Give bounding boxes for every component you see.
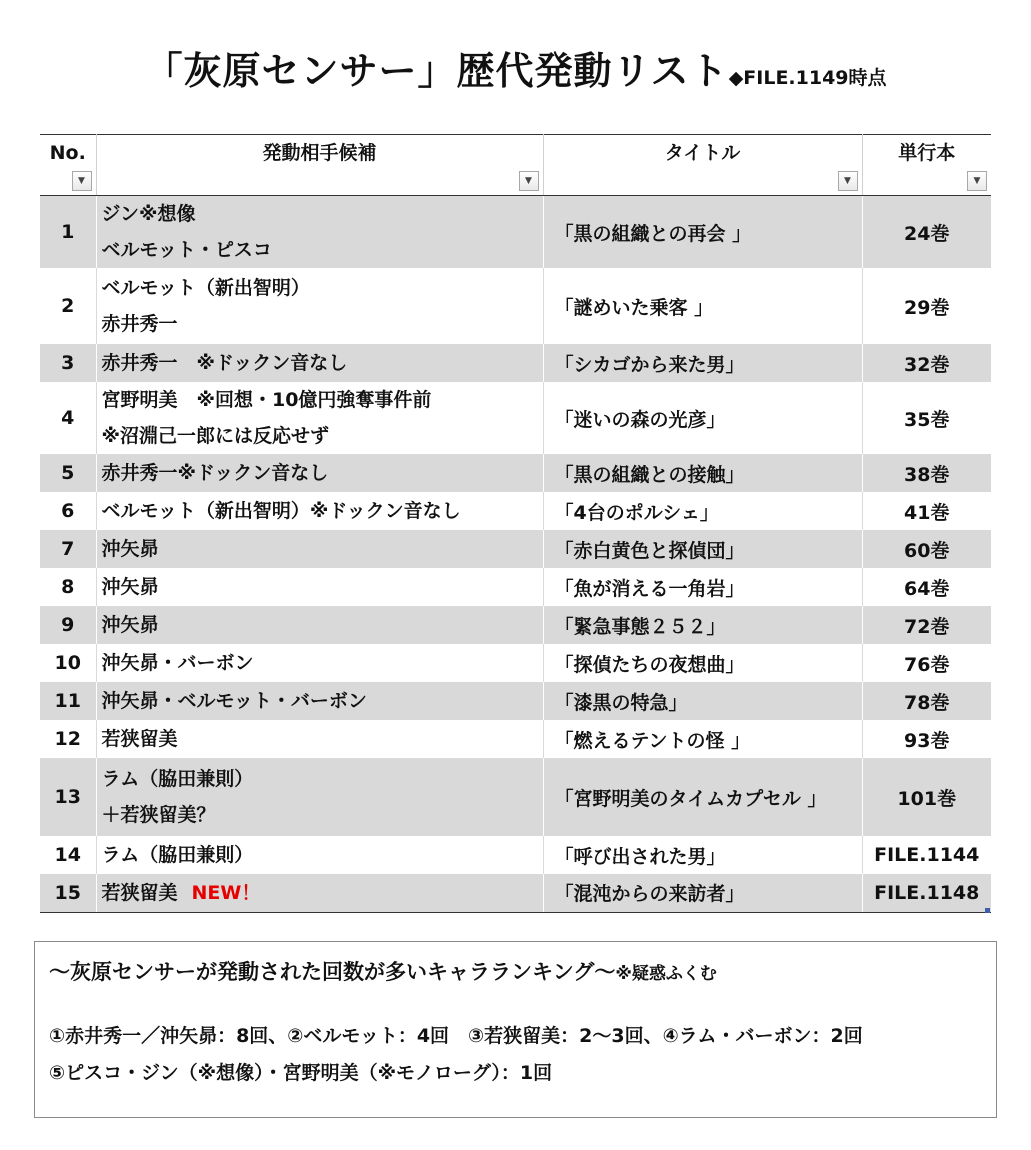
- table-row: [40, 454, 991, 492]
- table-row: [40, 196, 991, 269]
- cell-title: 「宮野明美のタイムカプセル 」: [543, 758, 862, 836]
- cell-candidate: [96, 682, 543, 720]
- cell-title: 「黒の組織との再会 」: [543, 196, 862, 269]
- table-row: [40, 836, 991, 874]
- cell-candidate: [96, 530, 543, 568]
- cell-volume: 32巻: [862, 344, 991, 382]
- column-header-candidate: [96, 135, 543, 196]
- cell-title: 「シカゴから来た男」: [543, 344, 862, 382]
- cell-no: 11: [40, 682, 96, 720]
- ranking-heading-note: ※疑惑ふくむ: [615, 964, 717, 984]
- cell-candidate: [96, 196, 543, 269]
- cell-no: 4: [40, 382, 96, 454]
- filter-dropdown-icon[interactable]: ▼: [967, 171, 987, 191]
- table-header-row: [40, 135, 991, 196]
- cell-volume: 24巻: [862, 196, 991, 269]
- column-header-no: [40, 135, 96, 196]
- cell-title: 「漆黒の特急」: [543, 682, 862, 720]
- candidate-text: 沖矢昴・バーボン: [101, 652, 254, 674]
- page-title: 「灰原センサー」歴代発動リスト: [144, 49, 729, 93]
- cell-volume: 38巻: [862, 454, 991, 492]
- candidate-line: [102, 418, 543, 454]
- table-resize-handle[interactable]: [985, 908, 990, 913]
- cell-candidate: [96, 454, 543, 492]
- candidate-text: ※沼淵己一郎には反応せず: [101, 425, 329, 447]
- cell-no: 2: [40, 268, 96, 344]
- ranking-box: [34, 941, 997, 1118]
- cell-candidate: [96, 268, 543, 344]
- cell-candidate: [96, 568, 543, 606]
- candidate-text: ラム（脇田兼則）: [101, 768, 254, 790]
- candidate-line: [102, 837, 543, 873]
- candidate-text: ベルモット（新出智明）※ドックン音なし: [101, 500, 461, 522]
- candidate-text: 赤井秀一 ※ドックン音なし: [101, 352, 348, 374]
- candidate-line: [102, 683, 543, 719]
- ranking-line: ⑤ピスコ・ジン（※想像）・宮野明美（※モノローグ）：1回: [49, 1062, 553, 1084]
- column-header-label: 発動相手候補: [262, 142, 377, 164]
- cell-no: 15: [40, 874, 96, 912]
- cell-title: 「混沌からの来訪者」: [543, 874, 862, 912]
- cell-volume: 64巻: [862, 568, 991, 606]
- candidate-text: 若狭留美: [101, 881, 178, 904]
- sensor-list-table: [40, 134, 991, 913]
- table-row: [40, 720, 991, 758]
- cell-volume: FILE.1144: [862, 836, 991, 874]
- cell-candidate: [96, 344, 543, 382]
- cell-candidate: [96, 720, 543, 758]
- column-header-title: [543, 135, 862, 196]
- table-row: [40, 530, 991, 568]
- cell-no: 3: [40, 344, 96, 382]
- filter-dropdown-icon[interactable]: ▼: [72, 171, 92, 191]
- candidate-line: [102, 721, 543, 757]
- candidate-text: 若狭留美: [101, 728, 178, 750]
- candidate-text: ジン※想像: [101, 203, 196, 225]
- cell-no: 6: [40, 492, 96, 530]
- cell-no: 14: [40, 836, 96, 874]
- column-header-label: 単行本: [898, 142, 956, 164]
- candidate-line: [102, 645, 543, 681]
- cell-no: 7: [40, 530, 96, 568]
- table-row: [40, 758, 991, 836]
- cell-volume: 76巻: [862, 644, 991, 682]
- candidate-line: [102, 493, 543, 529]
- candidate-text: ベルモット・ピスコ: [101, 239, 272, 261]
- cell-title: 「迷いの森の光彦」: [543, 382, 862, 454]
- candidate-line: [102, 382, 543, 418]
- ranking-line: ①赤井秀一／沖矢昴：8回、②ベルモット：4回 ③若狭留美：2～3回、④ラム・バーボン：2回: [49, 1025, 863, 1047]
- cell-candidate: [96, 758, 543, 836]
- cell-no: 12: [40, 720, 96, 758]
- table-body: [40, 196, 991, 913]
- cell-title: 「魚が消える一角岩」: [543, 568, 862, 606]
- cell-candidate: [96, 382, 543, 454]
- table-row: [40, 268, 991, 344]
- cell-title: 「呼び出された男」: [543, 836, 862, 874]
- cell-candidate: [96, 492, 543, 530]
- cell-volume: 60巻: [862, 530, 991, 568]
- cell-volume: 41巻: [862, 492, 991, 530]
- cell-title: 「赤白黄色と探偵団」: [543, 530, 862, 568]
- cell-volume: 72巻: [862, 606, 991, 644]
- cell-volume: FILE.1148: [862, 874, 991, 912]
- table-row: [40, 606, 991, 644]
- cell-no: 10: [40, 644, 96, 682]
- cell-no: 9: [40, 606, 96, 644]
- filter-dropdown-icon[interactable]: ▼: [838, 171, 858, 191]
- candidate-line: [102, 345, 543, 381]
- cell-title: 「謎めいた乗客 」: [543, 268, 862, 344]
- cell-no: 1: [40, 196, 96, 269]
- table-row: [40, 568, 991, 606]
- cell-candidate: [96, 836, 543, 874]
- table-row: [40, 644, 991, 682]
- candidate-text: 沖矢昴: [101, 576, 159, 598]
- cell-title: 「緊急事態２５２」: [543, 606, 862, 644]
- candidate-text: ラム（脇田兼則）: [101, 844, 254, 866]
- column-header-label: タイトル: [664, 142, 741, 164]
- candidate-text: 沖矢昴・ベルモット・バーボン: [101, 690, 367, 712]
- table-row: [40, 382, 991, 454]
- cell-volume: 78巻: [862, 682, 991, 720]
- cell-title: 「探偵たちの夜想曲」: [543, 644, 862, 682]
- candidate-text: ベルモット（新出智明）: [101, 277, 310, 299]
- cell-title: 「黒の組織との接触」: [543, 454, 862, 492]
- cell-volume: 35巻: [862, 382, 991, 454]
- candidate-text: 赤井秀一※ドックン音なし: [101, 462, 329, 484]
- candidate-line: [102, 531, 543, 567]
- column-header-volume: [862, 135, 991, 196]
- candidate-line: [102, 232, 543, 268]
- ranking-heading: [49, 956, 717, 986]
- candidate-text: ＋若狭留美？: [101, 804, 216, 826]
- cell-volume: 93巻: [862, 720, 991, 758]
- table-row: [40, 682, 991, 720]
- cell-candidate: [96, 644, 543, 682]
- candidate-line: [102, 607, 543, 643]
- new-badge: NEW！: [191, 881, 261, 904]
- cell-no: 8: [40, 568, 96, 606]
- table-row: [40, 344, 991, 382]
- table-row: [40, 492, 991, 530]
- candidate-line: [102, 196, 543, 232]
- candidate-line: [102, 797, 543, 833]
- candidate-text: 沖矢昴: [101, 614, 159, 636]
- candidate-text: 赤井秀一: [101, 313, 178, 335]
- table-row: [40, 874, 991, 912]
- page-subtitle: ◆FILE.1149時点: [728, 67, 887, 89]
- candidate-line: [102, 270, 543, 306]
- candidate-line: [102, 761, 543, 797]
- candidate-line: [102, 306, 543, 342]
- cell-candidate: [96, 606, 543, 644]
- ranking-heading-text: ～灰原センサーが発動された回数が多いキャラランキング～: [49, 960, 616, 984]
- cell-title: 「燃えるテントの怪 」: [543, 720, 862, 758]
- cell-no: 13: [40, 758, 96, 836]
- candidate-line: [102, 455, 543, 491]
- cell-title: 「4台のポルシェ」: [543, 492, 862, 530]
- column-header-label: No.: [49, 142, 86, 164]
- candidate-text: 沖矢昴: [101, 538, 159, 560]
- candidate-line: [102, 569, 543, 605]
- cell-volume: 101巻: [862, 758, 991, 836]
- cell-volume: 29巻: [862, 268, 991, 344]
- candidate-line: [102, 875, 543, 911]
- candidate-text: 宮野明美 ※回想・10億円強奪事件前: [101, 389, 432, 411]
- filter-dropdown-icon[interactable]: ▼: [519, 171, 539, 191]
- cell-candidate: [96, 874, 543, 912]
- page-header: [0, 40, 1031, 95]
- cell-no: 5: [40, 454, 96, 492]
